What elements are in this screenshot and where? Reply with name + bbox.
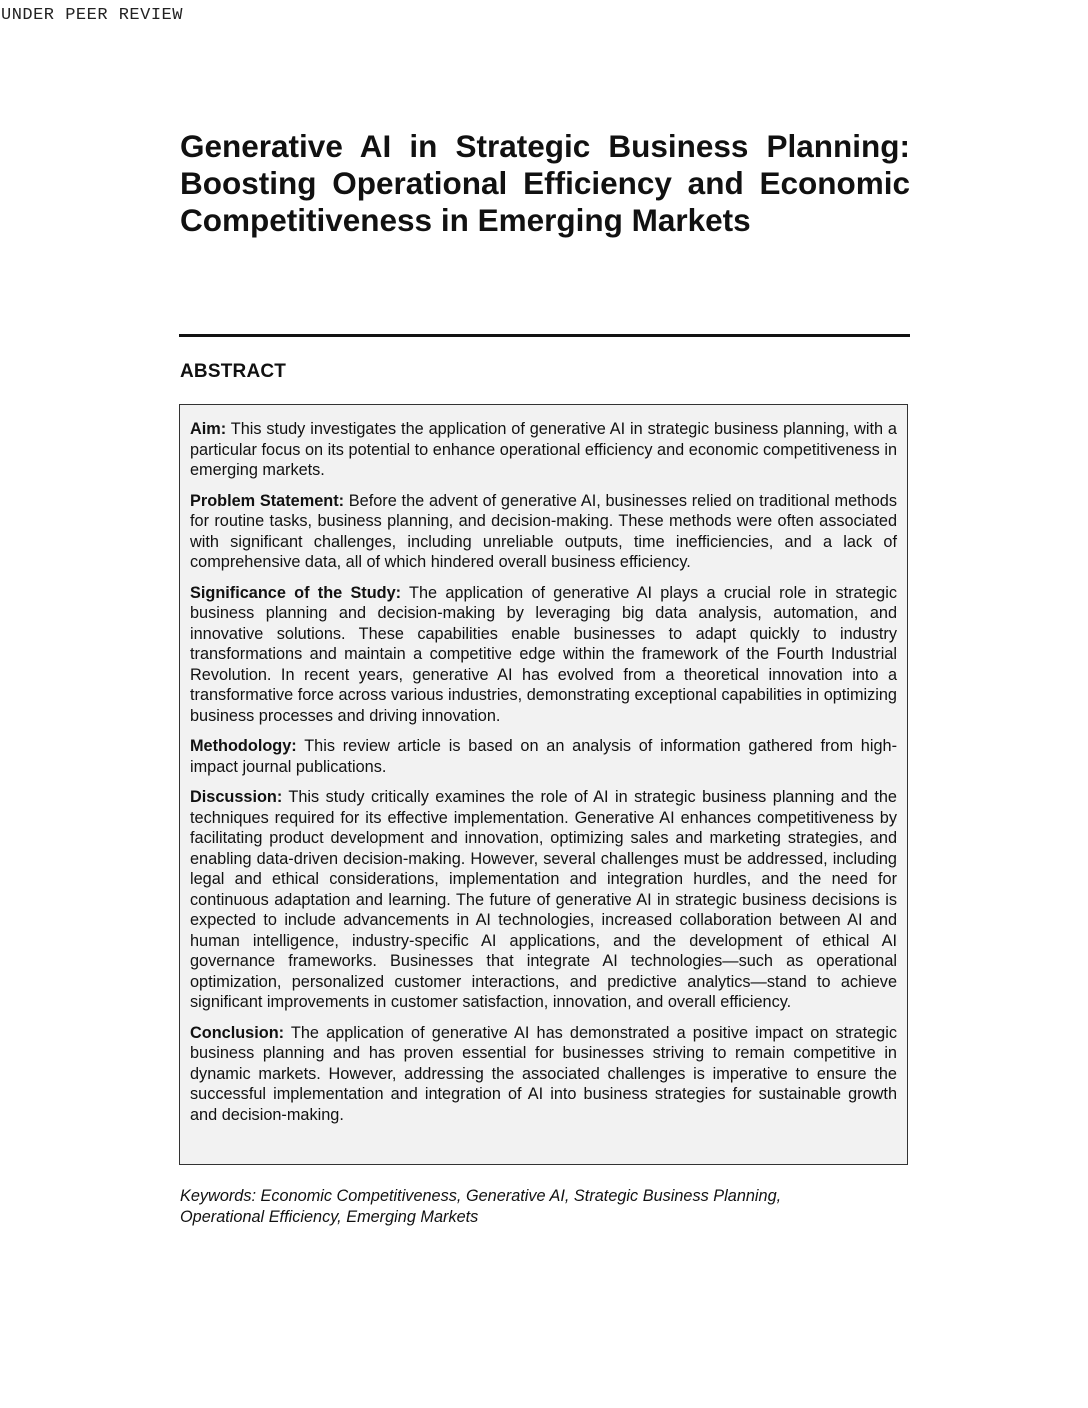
abstract-label: Significance of the Study: — [190, 583, 402, 602]
abstract-text: This study investigates the application of generative AI in strategic business planning, with a particular focus on its potential to enhance operational efficiency and economic competitiveness in emerging markets. — [190, 420, 897, 479]
keywords-line-1: Keywords: Economic Competitiveness, Generative AI, Strategic Business Planning, — [180, 1187, 782, 1205]
abstract-label: Problem Statement: — [190, 491, 345, 510]
abstract-section-aim — [190, 419, 897, 481]
abstract-text: The application of generative AI plays a crucial role in strategic business planning and decision-making by leveraging big data analysis, automation, and innovative solutions. These capabilities enable businesses to adapt quickly to industry transformations and maintain a competitive edge within the framework of the Fourth Industrial Revolution. In recent years, generative AI has evolved from a theoretical innovation into a transformative force across various industries, demonstrating exceptional capabilities in optimizing business processes and driving innovation. — [190, 583, 897, 725]
peer-review-banner: UNDER PEER REVIEW — [1, 6, 183, 25]
keywords-line-2: Operational Efficiency, Emerging Markets — [180, 1207, 479, 1226]
abstract-text: This study critically examines the role of AI in strategic business planning and the techniques required for its effective implementation. Generative AI enhances competitiveness by facilitating product development and innovation, optimizing sales and marketing strategies, and enabling data-driven decision-making. However, several challenges must be addressed, including legal and ethical considerations, implementation and integration hurdles, and the need for continuous adaptation and learning. The future of generative AI in strategic business decisions is expected to include advancements in AI technologies, increased collaboration between AI and human intelligence, industry-specific AI applications, and the development of ethical AI governance frameworks. Businesses that integrate AI technologies—such as operational optimization, personalized customer interactions, and predictive analytics—stand to achieve significant improvements in customer satisfaction, innovation, and overall efficiency. — [190, 788, 897, 1011]
title-divider — [179, 334, 910, 337]
abstract-label: Conclusion: — [190, 1023, 285, 1042]
abstract-label: Methodology: — [190, 737, 297, 755]
title-line-1: Generative AI in Strategic Business Planning: — [180, 128, 910, 164]
abstract-text: Before the advent of generative AI, businesses relied on traditional methods for routine tasks, business planning, and decision-making. These methods were often associated with significant challenges, including unreliable outputs, time inefficiencies, and a lack of comprehensive data, all of which hindered overall business efficiency. — [190, 491, 897, 571]
abstract-label: Aim: — [190, 420, 227, 438]
abstract-section-discussion — [190, 787, 897, 1013]
abstract-text: The application of generative AI has demonstrated a positive impact on strategic business planning and has proven essential for businesses striving to remain competitive in dynamic markets. However, addressing the associated challenges is imperative to ensure the successful implementation and integration of AI into business strategies for sustainable growth and decision-making. — [190, 1023, 897, 1124]
keywords — [180, 1186, 880, 1227]
abstract-section-methodology — [190, 736, 897, 777]
abstract-box — [179, 404, 908, 1165]
abstract-section-significance — [190, 583, 897, 727]
abstract-heading: ABSTRACT — [180, 361, 287, 382]
abstract-section-conclusion — [190, 1023, 897, 1126]
abstract-section-problem-statement — [190, 491, 897, 573]
abstract-text: This review article is based on an analysis of information gathered from high-impact journal publications. — [190, 737, 897, 776]
title-line-2: Boosting Operational Efficiency and Economic — [180, 165, 910, 201]
paper-title — [180, 128, 910, 239]
title-line-3: Competitiveness in Emerging Markets — [180, 202, 751, 238]
abstract-label: Discussion: — [190, 788, 283, 806]
